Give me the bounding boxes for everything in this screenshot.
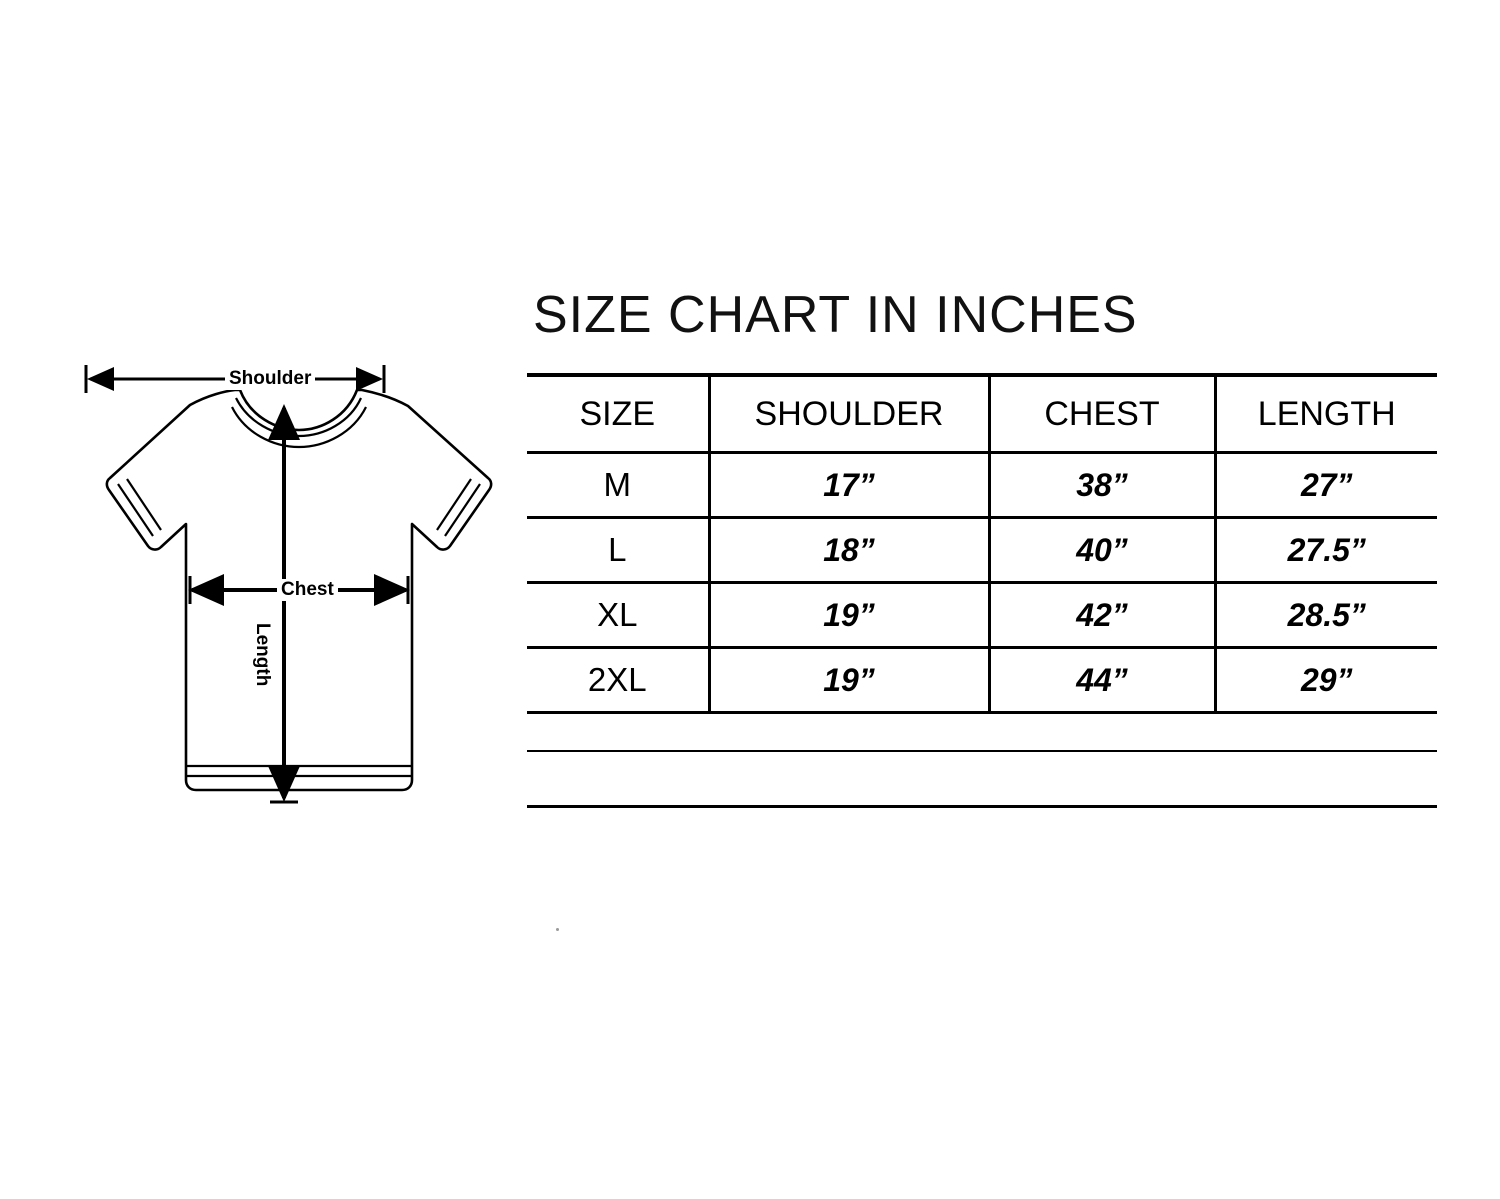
table-row <box>527 648 1437 713</box>
cell-chest: 38” <box>989 453 1215 518</box>
table-lower-rule <box>527 805 1437 808</box>
chart-title: SIZE CHART IN INCHES <box>533 286 1138 344</box>
cell-size: 2XL <box>527 648 709 713</box>
cell-length: 28.5” <box>1215 583 1437 648</box>
column-header-shoulder: SHOULDER <box>709 375 989 453</box>
chest-label: Chest <box>277 579 338 601</box>
shoulder-label: Shoulder <box>225 368 315 390</box>
cell-size: M <box>527 453 709 518</box>
cell-chest: 44” <box>989 648 1215 713</box>
cell-length: 27” <box>1215 453 1437 518</box>
table-row <box>527 453 1437 518</box>
cell-size: XL <box>527 583 709 648</box>
table-header-row <box>527 375 1437 453</box>
table-lower-rule-upper <box>527 750 1437 752</box>
tshirt-measurement-diagram <box>40 350 520 870</box>
cell-shoulder: 17” <box>709 453 989 518</box>
cell-shoulder: 18” <box>709 518 989 583</box>
size-chart-table <box>527 373 1437 714</box>
column-header-size: SIZE <box>527 375 709 453</box>
cell-chest: 40” <box>989 518 1215 583</box>
size-chart <box>527 285 1437 714</box>
cell-length: 27.5” <box>1215 518 1437 583</box>
cell-shoulder: 19” <box>709 648 989 713</box>
cell-chest: 42” <box>989 583 1215 648</box>
column-header-length: LENGTH <box>1215 375 1437 453</box>
cell-length: 29” <box>1215 648 1437 713</box>
column-header-chest: CHEST <box>989 375 1215 453</box>
cell-size: L <box>527 518 709 583</box>
table-row <box>527 583 1437 648</box>
length-label: Length <box>251 619 273 690</box>
stray-mark <box>556 928 559 931</box>
tshirt-outline-svg <box>40 350 520 870</box>
table-row <box>527 518 1437 583</box>
cell-shoulder: 19” <box>709 583 989 648</box>
